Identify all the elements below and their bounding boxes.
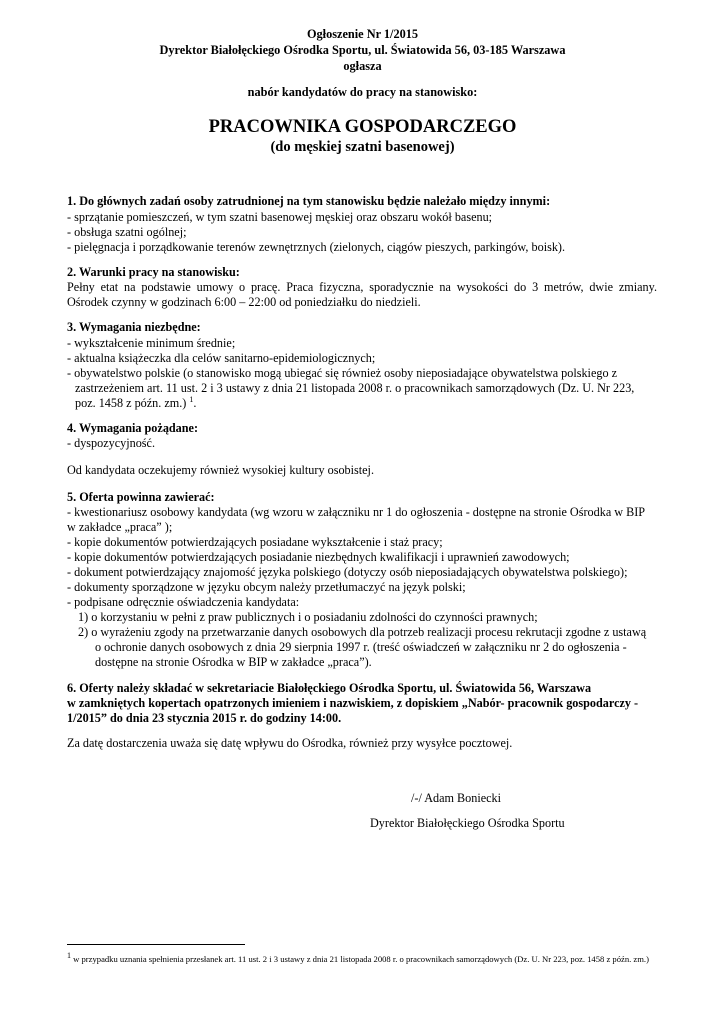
- section-1-item: - obsługa szatni ogólnej;: [67, 225, 187, 239]
- section-4-heading: 4. Wymagania pożądane:: [67, 421, 199, 435]
- section-3-item-end: [75, 395, 196, 411]
- footnote-mark: 1: [67, 951, 71, 961]
- section-1-item: - sprzątanie pomieszczeń, w tym szatni basenowej męskiej oraz obszaru wokół basenu;: [67, 210, 493, 224]
- section-2-text: Pełny etat na podstawie umowy o pracę. Praca fizyczna, sporadycznie na wysokości do 3 metrów, dwie zmiany.: [67, 280, 657, 294]
- section-4-item: - dyspozycyjność.: [67, 436, 156, 450]
- recruitment-intro: nabór kandydatów do pracy na stanowisko:: [247, 85, 478, 99]
- position-subtitle: (do męskiej szatni basenowej): [270, 139, 455, 155]
- statement-1: 1) o korzystaniu w pełni z praw publicznych i o posiadaniu zdolności do czynności prawnych;: [78, 610, 538, 624]
- announcement-number: Ogłoszenie Nr 1/2015: [306, 27, 419, 41]
- section-1-item: - pielęgnacja i porządkowanie terenów zewnętrznych (zielonych, ciągów pieszych, parkingów, boisk).: [67, 240, 566, 254]
- section-5-item: - dokumenty sporządzone w języku obcym należy przetłumaczyć na język polski;: [67, 580, 466, 594]
- section-4-note: Od kandydata oczekujemy również wysokiej kultury osobistej.: [67, 463, 374, 477]
- statement-2: dostępne na stronie Ośrodka w BIP w zakładce „praca”).: [95, 655, 372, 669]
- section-6-text: w zamkniętych kopertach opatrzonych imieniem i nazwiskiem, z dopiskiem „Nabór- pracownik gospodarczy -: [67, 696, 639, 710]
- section-3-item: - obywatelstwo polskie (o stanowisko mogą ubiegać się również osoby nieposiadające obywatelstwa polskiego z: [67, 366, 617, 380]
- section-5-item: - kopie dokumentów potwierdzających posiadane wykształcenie i staż pracy;: [67, 535, 443, 549]
- section-3-item-period: .: [193, 396, 197, 410]
- position-title: PRACOWNIKA GOSPODARCZEGO: [208, 117, 517, 137]
- footnote-separator: [67, 944, 245, 945]
- signature-role: Dyrektor Białołęckiego Ośrodka Sportu: [370, 816, 565, 830]
- section-3-item: zastrzeżeniem art. 11 ust. 2 i 3 ustawy z dnia 21 listopada 2008 r. o pracownikach samorządowych (Dz. U. Nr 223,: [75, 381, 635, 395]
- section-5-item: - dokument potwierdzający znajomość języka polskiego (dotyczy osób nieposiadających obywatelstwa polskiego);: [67, 565, 628, 579]
- signature-name: /-/ Adam Boniecki: [411, 791, 502, 805]
- section-1-heading: 1. Do głównych zadań osoby zatrudnionej na tym stanowisku będzie należało między innymi:: [67, 194, 551, 208]
- section-3-item: - wykształcenie minimum średnie;: [67, 336, 236, 350]
- footnote-reference: 1: [189, 394, 194, 404]
- section-6-text: 6. Oferty należy składać w sekretariacie Białołęckiego Ośrodka Sportu, ul. Światowida 56, Warszawa: [67, 681, 592, 695]
- statement-2: 2) o wyrażeniu zgody na przetwarzanie danych osobowych dla potrzeb realizacji procesu rekrutacji zgodne z ustawą: [78, 625, 647, 639]
- footnote: [67, 953, 649, 965]
- section-6-text: 1/2015” do dnia 23 stycznia 2015 r. do godziny 14:00.: [67, 711, 342, 725]
- section-5-item: - podpisane odręcznie oświadczenia kandydata:: [67, 595, 300, 609]
- delivery-note: Za datę dostarczenia uważa się datę wpływu do Ośrodka, również przy wysyłce pocztowej.: [67, 736, 513, 750]
- section-5-item: - kwestionariusz osobowy kandydata (wg wzoru w załączniku nr 1 do ogłoszenia - dostępne na stronie Ośrodka w BIP: [67, 505, 646, 519]
- issuer: Dyrektor Białołęckiego Ośrodka Sportu, ul. Światowida 56, 03-185 Warszawa: [159, 43, 566, 57]
- statement-2: o ochronie danych osobowych z dnia 29 sierpnia 1997 r. (treść oświadczeń w załączniku nr 2 do ogłoszenia -: [95, 640, 627, 654]
- section-5-item: - kopie dokumentów potwierdzających posiadanie niezbędnych kwalifikacji i uprawnień zawodowych;: [67, 550, 570, 564]
- footnote-text: w przypadku uznania spełnienia przesłanek art. 11 ust. 2 i 3 ustawy z dnia 21 listopada 2008 r. o pracownikach samorządowych (Dz. U. Nr 223, poz. 1458 z późn. zm.): [71, 954, 649, 964]
- section-2-heading: 2. Warunki pracy na stanowisku:: [67, 265, 240, 279]
- section-5-heading: 5. Oferta powinna zawierać:: [67, 490, 215, 504]
- section-3-item: - aktualna książeczka dla celów sanitarno-epidemiologicznych;: [67, 351, 376, 365]
- section-2-text: Ośrodek czynny w godzinach 6:00 – 22:00 od poniedziałku do niedzieli.: [67, 295, 421, 309]
- section-3-heading: 3. Wymagania niezbędne:: [67, 320, 201, 334]
- announces: ogłasza: [343, 59, 382, 73]
- section-5-item: w zakładce „praca” );: [67, 520, 173, 534]
- section-3-item-text: poz. 1458 z późn. zm.): [75, 396, 187, 410]
